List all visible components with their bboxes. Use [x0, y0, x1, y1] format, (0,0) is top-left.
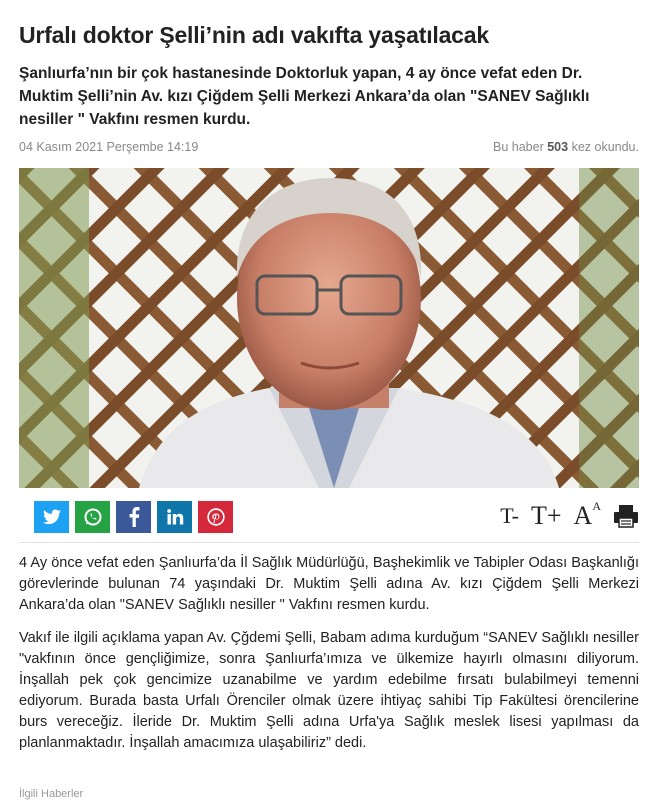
- reset-font-letter: A: [573, 501, 593, 530]
- view-count-prefix: Bu haber: [493, 140, 544, 154]
- print-button[interactable]: [613, 503, 639, 529]
- linkedin-icon: [166, 508, 184, 526]
- view-count: [493, 140, 639, 154]
- whatsapp-share-button[interactable]: [75, 501, 110, 533]
- print-icon: [613, 503, 639, 529]
- publish-date: 04 Kasım 2021 Perşembe 14:19: [19, 140, 199, 154]
- article-body: [19, 553, 639, 766]
- facebook-icon: [128, 507, 140, 527]
- divider: [19, 542, 639, 543]
- pinterest-icon: [207, 508, 225, 526]
- linkedin-share-button[interactable]: [157, 501, 192, 533]
- whatsapp-icon: [83, 507, 103, 527]
- reset-font-sup: A: [592, 499, 601, 514]
- paragraph: Vakıf ile ilgili açıklama yapan Av. Çğdemi Şelli, Babam adıma kurduğum “SANEV Sağlıklı nesiller "vakfının önce gençliğimize, sonra Şanlıurfa’ımıza ve ülkemize hayırlı olmasını diliyorum. İnşallah pek çok gencimize uzanabilme ve yardım edebilme fırsatı bulabilmeyi temenni ediyorum. Burada basta Urfalı Örenciler olmak üzere ihtiyaç sahibi Tip Fakültesi örencilerine burs vereceğiz. İleride Dr. Muktim Şelli adına Urfa'ya Sağlık meslek lisesi yapılması da planlanmaktadır. İnşallah amacımıza ulaşabiliriz” dedi.: [19, 630, 639, 751]
- article-spot: Şanlıurfa’nın bir çok hastanesinde Doktorluk yapan, 4 ay önce vefat eden Dr. Muktim Şelli’nin Av. kızı Çiğdem Şelli Merkezi Ankara’da olan "SANEV Sağlıklı nesiller " Vakfını resmen kurdu.: [19, 65, 590, 128]
- increase-font-button[interactable]: T+: [531, 501, 562, 530]
- reset-font-button[interactable]: [574, 501, 601, 531]
- view-count-suffix: kez okundu.: [571, 140, 639, 154]
- article-title: Urfalı doktor Şelli’nin adı vakıfta yaşatılacak: [19, 22, 489, 48]
- twitter-icon: [43, 509, 61, 525]
- pinterest-share-button[interactable]: [198, 501, 233, 533]
- related-news-label: İlgili Haberler: [19, 788, 84, 800]
- article-photo: [19, 168, 639, 488]
- facebook-share-button[interactable]: [116, 501, 151, 533]
- twitter-share-button[interactable]: [34, 501, 69, 533]
- view-count-number: 503: [547, 140, 569, 154]
- share-bar: [34, 501, 233, 533]
- text-tools: [500, 498, 639, 534]
- paragraph: 4 Ay önce vefat eden Şanlıurfa’da İl Sağlık Müdürlüğü, Başhekimlik ve Tabipler Odası Başkanlığı görevlerinde bulunan 74 yaşındaki Dr. Muktim Şelli adına Av. kızı Çiğdem Şelli Merkezi Ankara’da olan "SANEV Sağlıklı nesiller " Vakfını resmen kurdu.: [19, 555, 639, 613]
- decrease-font-button[interactable]: T-: [500, 503, 519, 528]
